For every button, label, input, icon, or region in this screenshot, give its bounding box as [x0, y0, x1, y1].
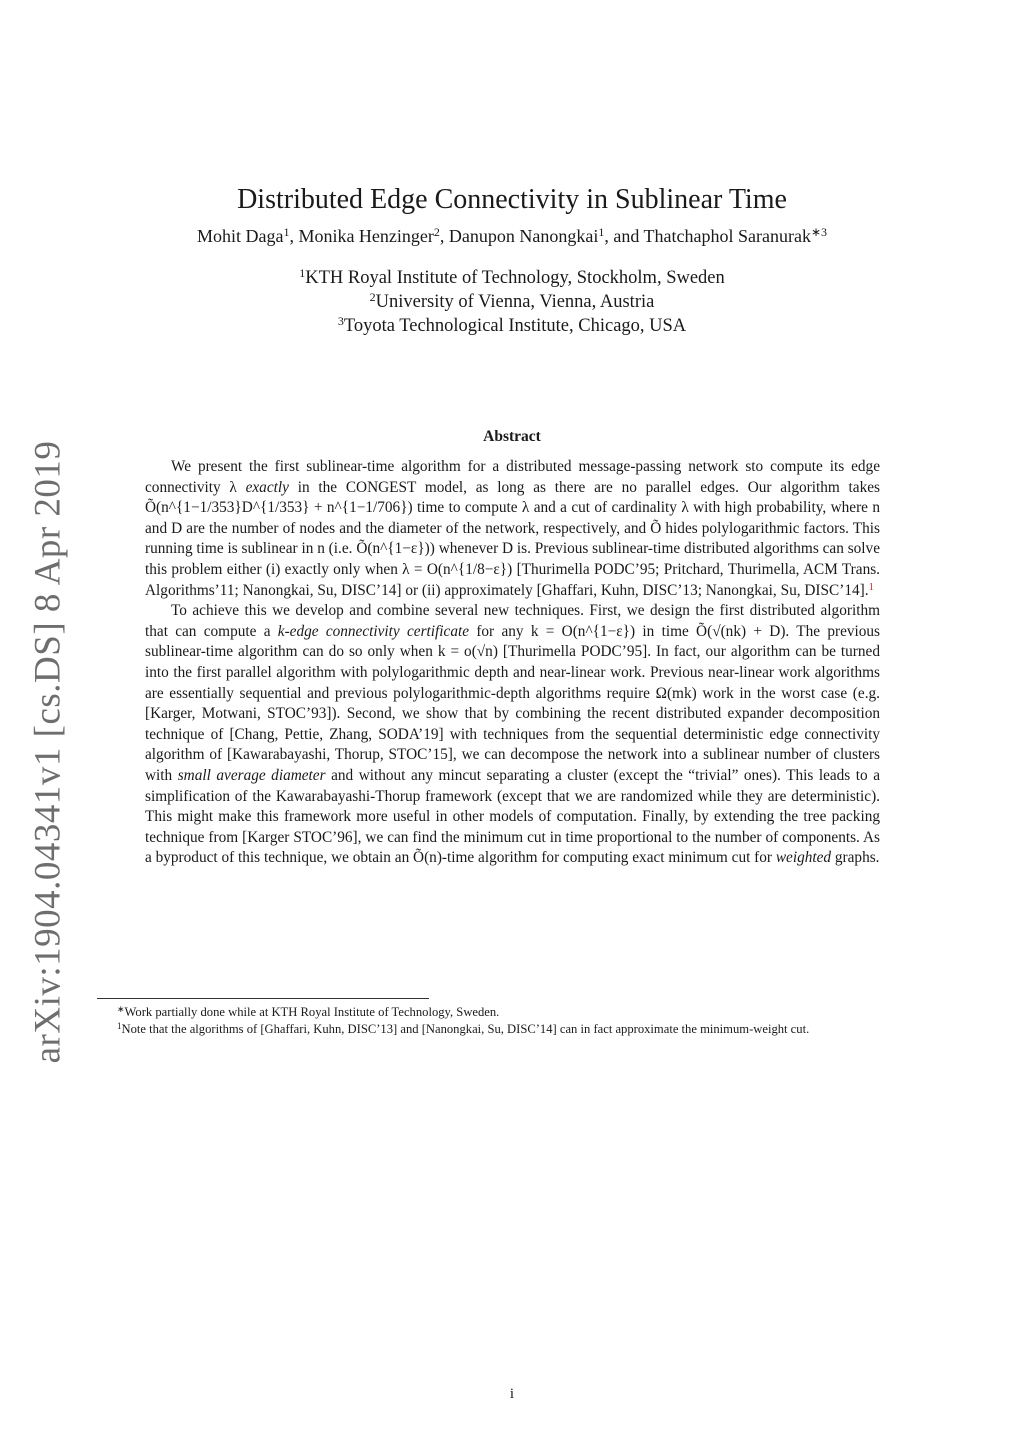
affiliation-text: Toyota Technological Institute, Chicago, USA	[343, 316, 687, 336]
author-name: Danupon Nanongkai	[448, 226, 599, 246]
author-separator: ,	[439, 226, 449, 246]
author-name: Monika Henzinger	[298, 226, 434, 246]
affiliation	[0, 290, 1024, 314]
affiliation-mark: 3	[337, 314, 344, 328]
text-run: We present the first sublinear-time algorithm for a distributed message-passing network sto compute its edge connectivity λ	[145, 458, 880, 496]
footnote-link[interactable]: 1	[868, 580, 875, 593]
affiliation-text: University of Vienna, Vienna, Austria	[375, 292, 655, 312]
affiliation-mark: 1	[299, 266, 306, 280]
footnote-text: Work partially done while at KTH Royal Institute of Technology, Sweden.	[124, 1005, 500, 1019]
footnote-divider	[97, 998, 429, 999]
abstract-paragraph	[145, 457, 880, 601]
footnote	[97, 1021, 927, 1038]
text-run: for any k = O(n^{1−ε}) in time Õ(√(nk) + D). The previous sublinear-time algorithm can do so only when k = o(√n) [Thurimella PODC’95]. In fact, our algorithm can be turned into the first parallel algorithm with polylogarithmic depth and near-linear work. Previous near-linear work algorithms are essentially sequential and previous polylogarithmic-depth algorithms require Ω(mk) work in the worst case (e.g. [Karger, Motwani, STOC’93]). Second, we show that by combining the recent distributed expander decomposition technique of [Chang, Pettie, Zhang, SODA’19] with techniques from the sequential deterministic edge connectivity algorithm of [Kawarabayashi, Thorup, STOC’15], we can decompose the network into a sublinear number of clusters with	[145, 622, 881, 784]
author-affil-mark: 1	[598, 225, 605, 239]
footnote-text: Note that the algorithms of [Ghaffari, Kuhn, DISC’13] and [Nanongkai, Su, DISC’14] can in fact approximate the minimum-weight cut.	[121, 1022, 810, 1036]
text-run: and without any mincut separating a cluster (except the “trivial” ones). This leads to a simplification of the Kawarabayashi-Thorup framework (except that we are randomized while they are deterministic). This might make this framework more useful in other models of computation. Finally, by extending the tree packing technique from [Karger STOC’96], we can find the minimum cut in time proportional to the number of components. As a byproduct of this technique, we obtain an Õ(n)-time algorithm for computing exact minimum cut for	[145, 766, 880, 867]
emphasis-text: exactly	[245, 478, 289, 496]
abstract-paragraph	[145, 601, 880, 869]
author-affil-mark: 2	[433, 225, 440, 239]
text-run: in the CONGEST model, as long as there are no parallel edges. Our algorithm takes Õ(n^{1−1/353}D^{1/353} + n^{1−1/706}) time to compute λ and a cut of cardinality λ with high probability, where n and D are the number of nodes and the diameter of the network, respectively, and Õ hides polylogarithmic factors. This running time is sublinear in n (i.e. Õ(n^{1−ε})) whenever D is. Previous sublinear-time distributed algorithms can solve this problem either (i) exactly only when λ = O(n^{1/8−ε}) [Thurimella PODC’95; Pritchard, Thurimella, ACM Trans. Algorithms’11; Nanongkai, Su, DISC’14] or (ii) approximately [Ghaffari, Kuhn, DISC’13; Nanongkai, Su, DISC’14].	[145, 478, 880, 599]
footnote	[97, 1004, 927, 1021]
emphasis-text: k-edge connectivity certificate	[277, 622, 470, 640]
author-separator: , and	[604, 226, 644, 246]
affiliation-mark: 2	[369, 290, 376, 304]
abstract-heading: Abstract	[483, 428, 541, 445]
abstract-body	[145, 457, 880, 869]
emphasis-text: weighted	[775, 849, 832, 867]
affiliation-text: KTH Royal Institute of Technology, Stockholm, Sweden	[305, 268, 725, 288]
text-run: graphs.	[831, 849, 880, 867]
arxiv-identifier-stamp: arXiv:1904.04341v1 [cs.DS] 8 Apr 2019	[27, 440, 69, 1064]
emphasis-text: small average diameter	[177, 766, 326, 784]
footnote-mark: ∗	[117, 1004, 125, 1014]
footnote-list	[97, 1004, 927, 1038]
author-name: Mohit Daga	[196, 226, 284, 246]
affiliation	[0, 314, 1024, 338]
page-number: i	[509, 1386, 515, 1402]
author-separator: ,	[289, 226, 299, 246]
affiliation	[0, 266, 1024, 290]
author-affil-mark: ∗3	[810, 225, 828, 239]
author-list	[0, 226, 1024, 247]
text-run: To achieve this we develop and combine several new techniques. First, we design the first distributed algorithm that can compute a	[145, 602, 880, 640]
affiliation-list	[0, 266, 1024, 338]
footnote-mark: 1	[117, 1021, 122, 1031]
author-name: Thatchaphol Saranurak	[643, 226, 811, 246]
author-affil-mark: 1	[283, 225, 290, 239]
paper-title: Distributed Edge Connectivity in Sublinear Time	[237, 183, 787, 215]
